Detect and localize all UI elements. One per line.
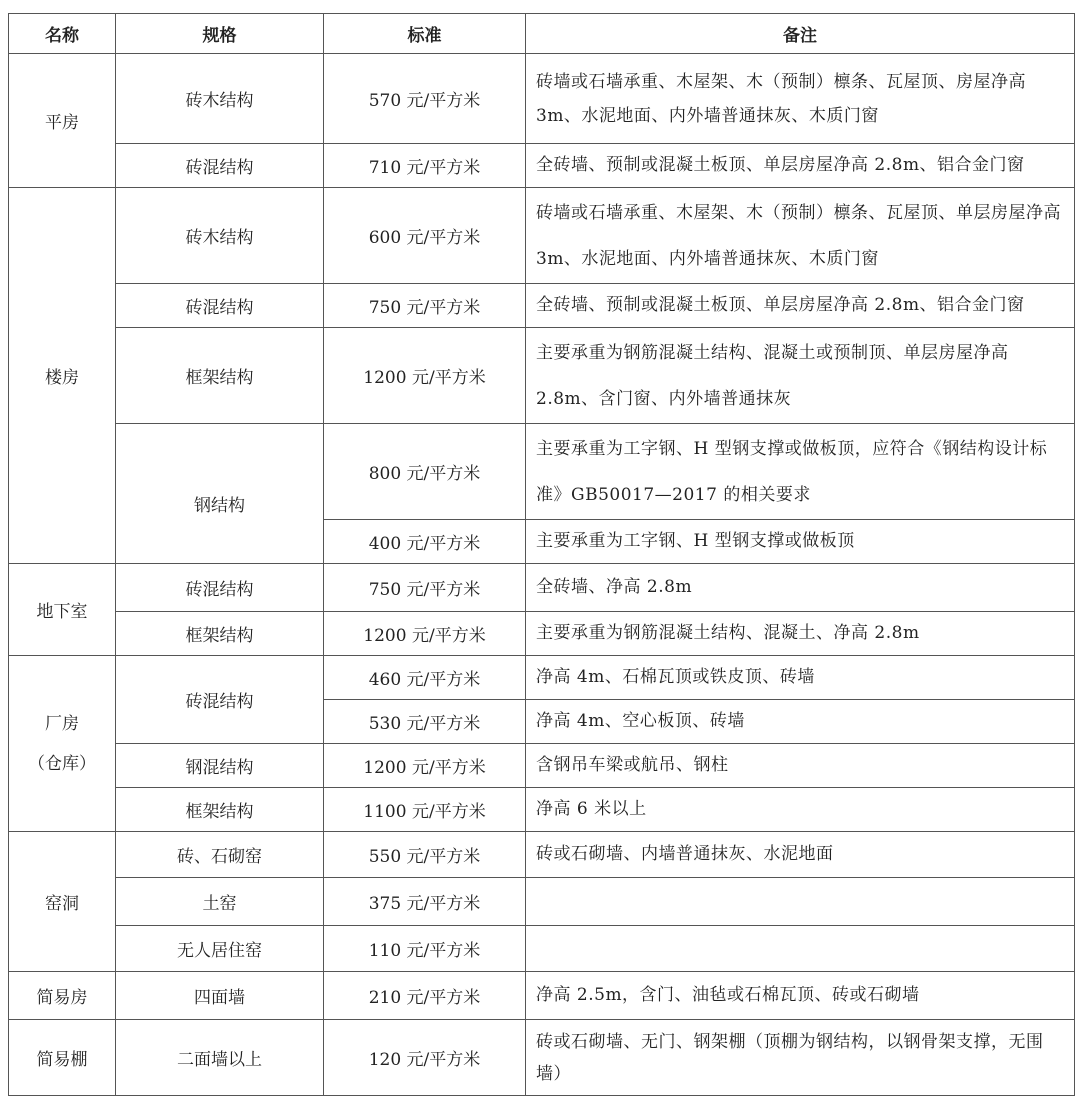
note-cell: 净高 4m、空心板顶、砖墙 [526,700,1075,744]
spec-cell: 无人居住窑 [116,926,324,972]
spec-cell: 砖木结构 [116,188,324,284]
spec-cell: 框架结构 [116,612,324,656]
spec-cell: 框架结构 [116,788,324,832]
note-cell: 主要承重为钢筋混凝土结构、混凝土、净高 2.8m [526,612,1075,656]
note-cell: 全砖墙、净高 2.8m [526,564,1075,612]
note-cell: 主要承重为工字钢、H 型钢支撑或做板顶 [526,520,1075,564]
table-row [9,144,1075,188]
note-cell: 全砖墙、预制或混凝土板顶、单层房屋净高 2.8m、铝合金门窗 [526,284,1075,328]
table-row [9,832,1075,878]
standard-cell: 600 元/平方米 [324,188,526,284]
table-row [9,656,1075,700]
category-cell: 楼房 [9,188,116,564]
table-row [9,188,1075,284]
standard-cell: 1200 元/平方米 [324,744,526,788]
spec-cell: 四面墙 [116,972,324,1020]
note-cell: 砖墙或石墙承重、木屋架、木（预制）檩条、瓦屋顶、房屋净高 3m、水泥地面、内外墙普通抹灰、木质门窗 [526,54,1075,144]
spec-cell: 砖木结构 [116,54,324,144]
spec-cell: 砖混结构 [116,144,324,188]
category-cell: 地下室 [9,564,116,656]
header-spec: 规格 [116,14,324,54]
standard-cell: 400 元/平方米 [324,520,526,564]
standard-cell: 530 元/平方米 [324,700,526,744]
note-cell: 净高 6 米以上 [526,788,1075,832]
note-cell: 主要承重为工字钢、H 型钢支撑或做板顶，应符合《钢结构设计标准》GB50017—2017 的相关要求 [526,424,1075,520]
category-line-2: （仓库） [28,753,96,774]
spec-cell: 土窑 [116,878,324,926]
standard-cell: 1100 元/平方米 [324,788,526,832]
standard-cell: 1200 元/平方米 [324,328,526,424]
standard-cell: 1200 元/平方米 [324,612,526,656]
spec-cell: 钢混结构 [116,744,324,788]
note-cell: 砖墙或石墙承重、木屋架、木（预制）檩条、瓦屋顶、单层房屋净高 3m、水泥地面、内外墙普通抹灰、木质门窗 [526,188,1075,284]
note-cell [526,878,1075,926]
standard-cell: 120 元/平方米 [324,1020,526,1096]
spec-cell: 二面墙以上 [116,1020,324,1096]
table-row [9,878,1075,926]
category-cell: 平房 [9,54,116,188]
category-cell: 简易房 [9,972,116,1020]
standard-cell: 570 元/平方米 [324,54,526,144]
table-row [9,54,1075,144]
note-cell: 主要承重为钢筋混凝土结构、混凝土或预制顶、单层房屋净高 2.8m、含门窗、内外墙普通抹灰 [526,328,1075,424]
category-cell: 简易棚 [9,1020,116,1096]
standard-cell: 210 元/平方米 [324,972,526,1020]
compensation-standard-table [8,13,1075,1096]
table-row [9,328,1075,424]
spec-cell: 砖混结构 [116,564,324,612]
standard-cell: 750 元/平方米 [324,284,526,328]
spec-cell: 砖、石砌窑 [116,832,324,878]
spec-cell: 砖混结构 [116,284,324,328]
header-note: 备注 [526,14,1075,54]
spec-cell: 框架结构 [116,328,324,424]
header-standard: 标准 [324,14,526,54]
standard-cell: 800 元/平方米 [324,424,526,520]
note-cell: 净高 2.5m，含门、油毡或石棉瓦顶、砖或石砌墙 [526,972,1075,1020]
table-row [9,1020,1075,1096]
table-row [9,612,1075,656]
note-cell [526,926,1075,972]
standard-cell: 110 元/平方米 [324,926,526,972]
table-row [9,744,1075,788]
standard-cell: 710 元/平方米 [324,144,526,188]
spec-cell: 钢结构 [116,424,324,564]
note-cell: 含钢吊车梁或航吊、钢柱 [526,744,1075,788]
table-row [9,972,1075,1020]
table-row [9,564,1075,612]
category-line-1: 厂房 [45,713,79,734]
category-cell [9,656,116,832]
table-row [9,788,1075,832]
header-name: 名称 [9,14,116,54]
spec-cell: 砖混结构 [116,656,324,744]
table-row [9,926,1075,972]
header-row [9,14,1075,54]
standard-cell: 375 元/平方米 [324,878,526,926]
category-cell: 窑洞 [9,832,116,972]
standard-cell: 550 元/平方米 [324,832,526,878]
table-row [9,284,1075,328]
standard-cell: 460 元/平方米 [324,656,526,700]
table-row [9,424,1075,520]
note-cell: 全砖墙、预制或混凝土板顶、单层房屋净高 2.8m、铝合金门窗 [526,144,1075,188]
standard-cell: 750 元/平方米 [324,564,526,612]
note-cell: 净高 4m、石棉瓦顶或铁皮顶、砖墙 [526,656,1075,700]
note-cell: 砖或石砌墙、无门、钢架棚（顶棚为钢结构，以钢骨架支撑，无围墙） [526,1020,1075,1096]
note-cell: 砖或石砌墙、内墙普通抹灰、水泥地面 [526,832,1075,878]
